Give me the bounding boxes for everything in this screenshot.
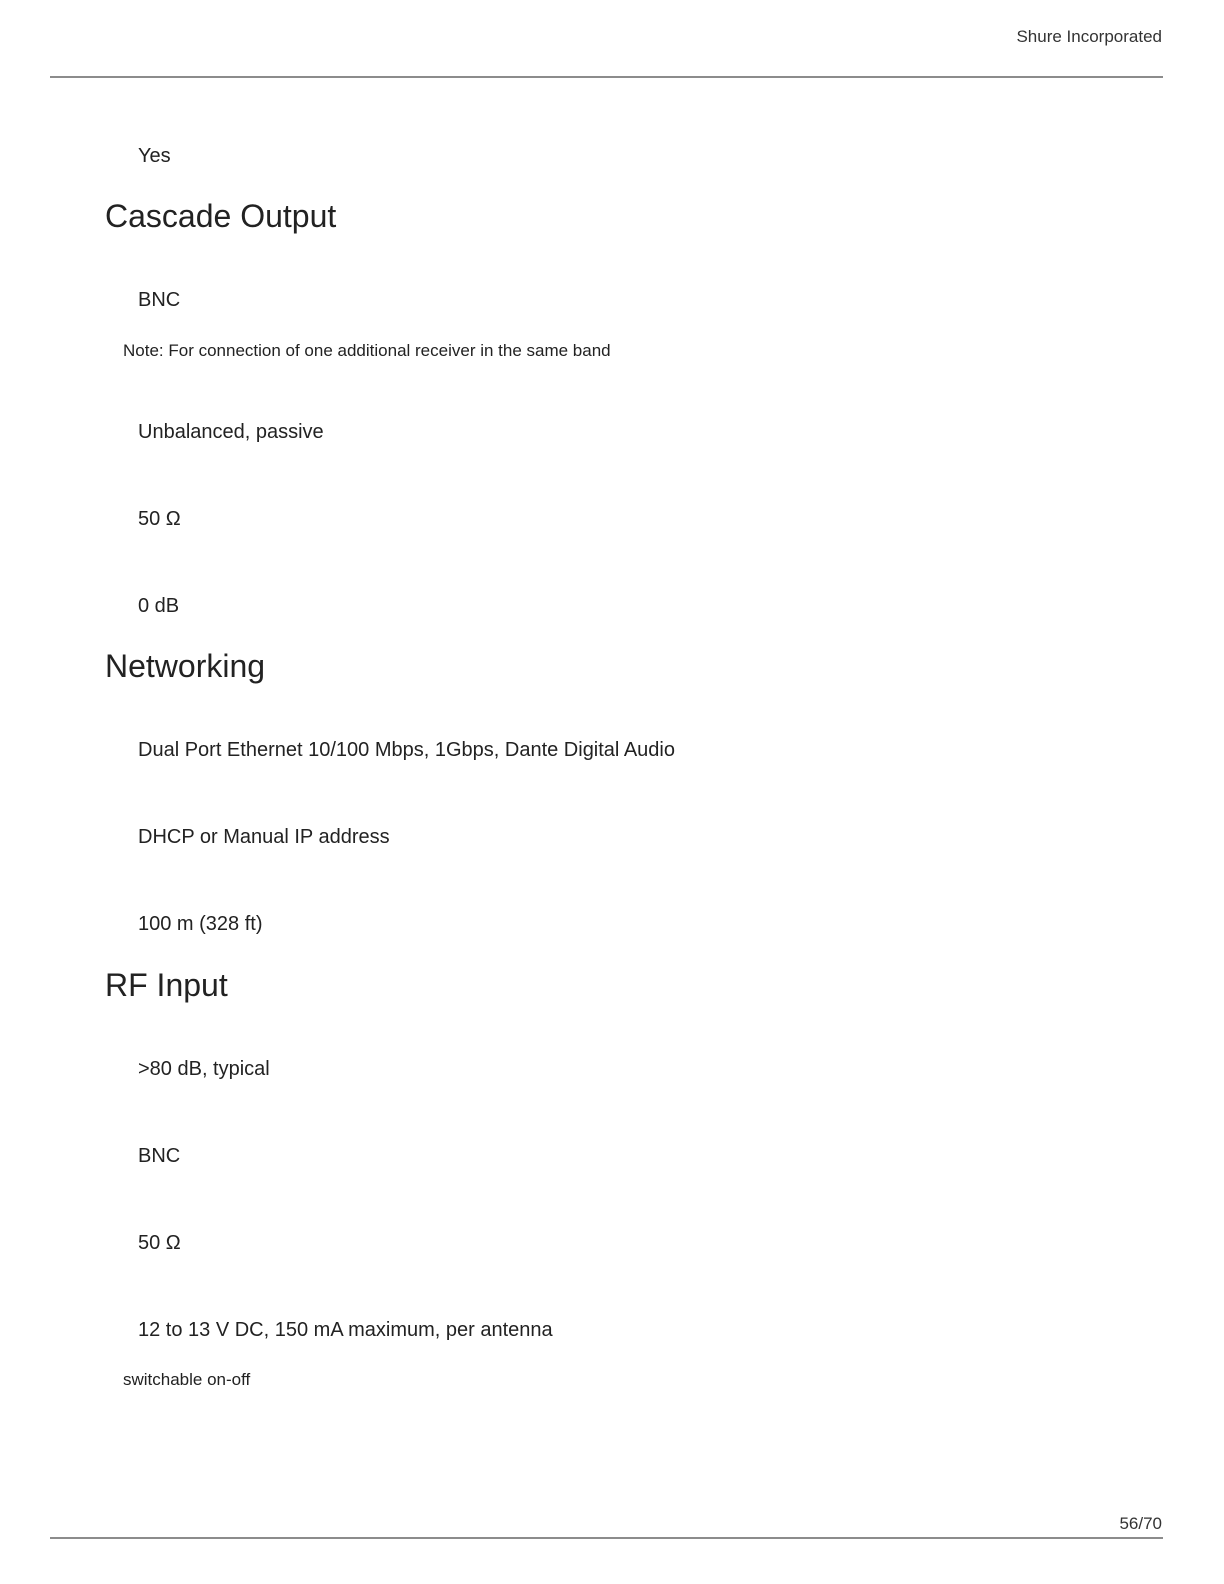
spec-value: 12 to 13 V DC, 150 mA maximum, per antenna xyxy=(138,1319,553,1341)
spec-value: Dual Port Ethernet 10/100 Mbps, 1Gbps, Dante Digital Audio xyxy=(138,739,675,761)
section-title-cascade-output: Cascade Output xyxy=(105,198,337,234)
header-rule xyxy=(50,76,1163,78)
spec-value: 50 Ω xyxy=(138,508,181,530)
spec-value: 50 Ω xyxy=(138,1232,181,1254)
section-title-rf-input: RF Input xyxy=(105,967,228,1003)
header-company: Shure Incorporated xyxy=(1016,27,1162,46)
spec-value: Yes xyxy=(138,145,171,167)
spec-note: switchable on-off xyxy=(123,1370,251,1389)
spec-value: 100 m (328 ft) xyxy=(138,913,263,935)
spec-value: BNC xyxy=(138,289,181,311)
spec-value: Unbalanced, passive xyxy=(138,421,324,443)
spec-note: Note: For connection of one additional receiver in the same band xyxy=(123,341,611,360)
page-number: 56/70 xyxy=(1119,1514,1162,1533)
spec-value: DHCP or Manual IP address xyxy=(138,826,390,848)
spec-value: BNC xyxy=(138,1145,181,1167)
section-title-networking: Networking xyxy=(105,648,266,684)
spec-value: >80 dB, typical xyxy=(138,1058,270,1080)
spec-value: 0 dB xyxy=(138,595,180,617)
footer-rule xyxy=(50,1537,1163,1539)
